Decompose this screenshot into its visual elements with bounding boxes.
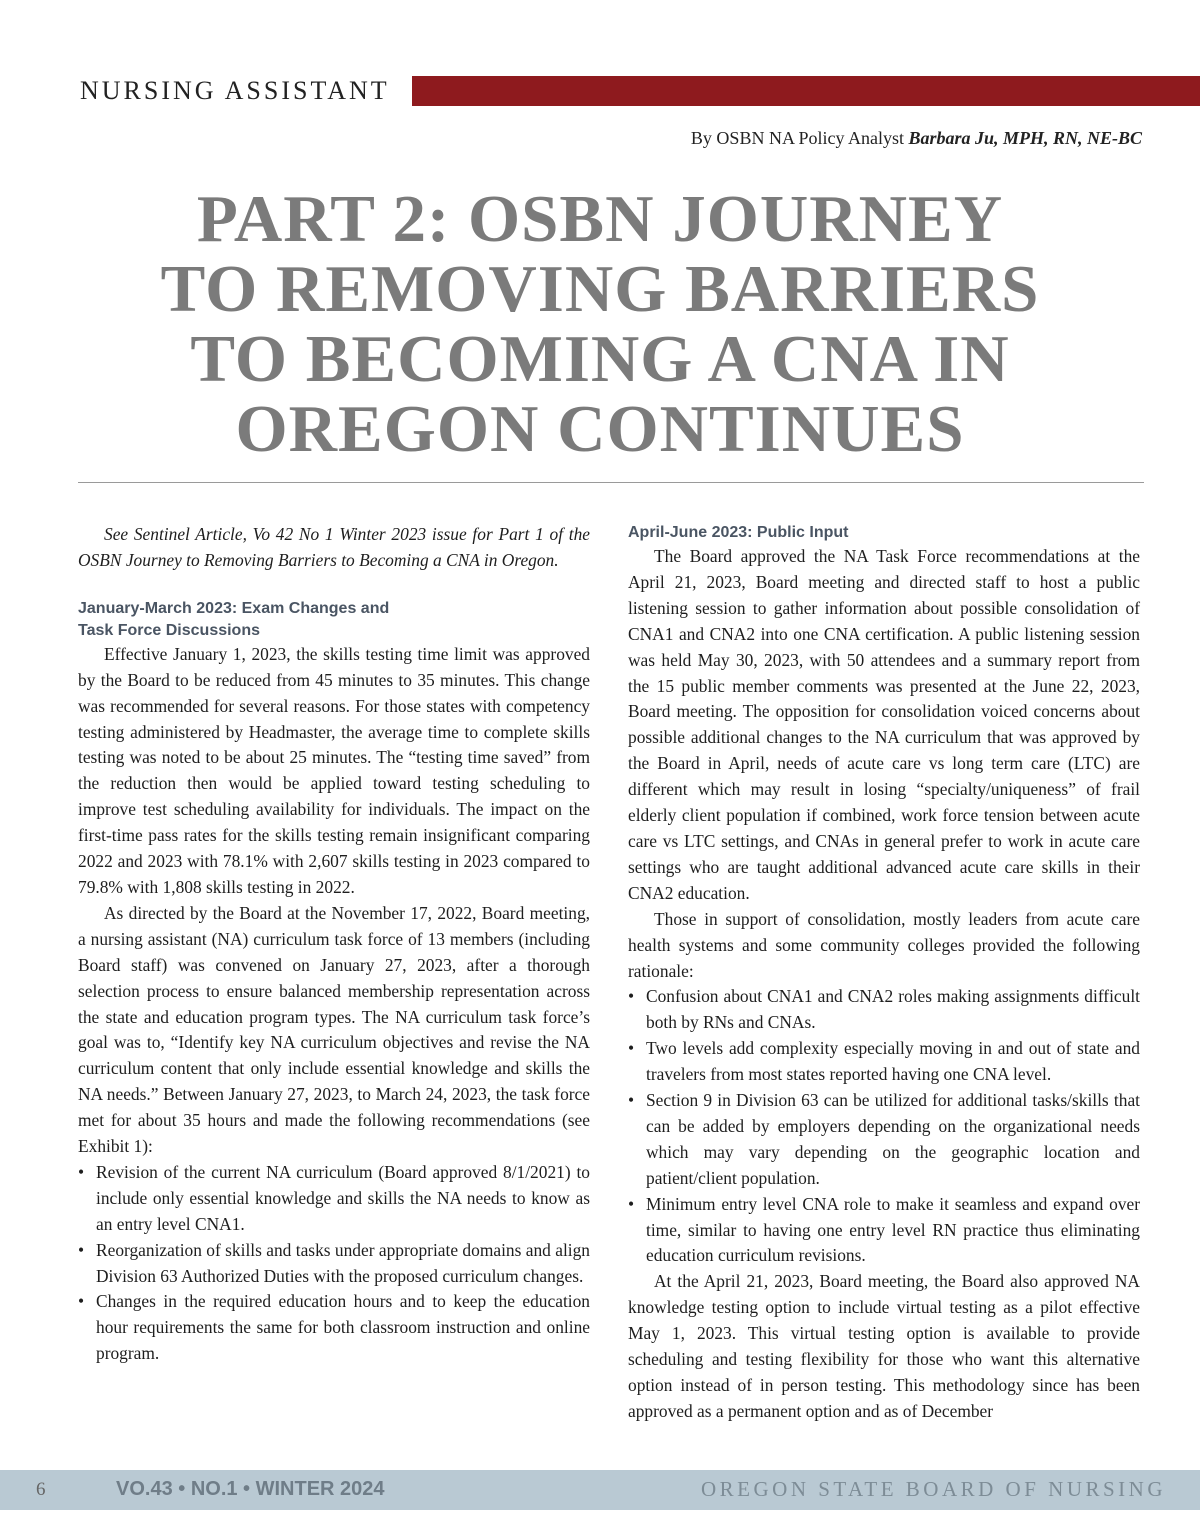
- paragraph: The Board approved the NA Task Force recommendations at the April 21, 2023, Board meeting and directed staff to host a public listening session to gather information about possible consolidation of CNA1 and CNA2 into one CNA certification. A public listening session was held May 30, 2023, with 50 attendees and a summary report from the 15 public member comments was presented at the June 22, 2023, Board meeting. The opposition for consolidation voiced concerns about possible additional changes to the NA curriculum that was approved by the Board in April, needs of acute care vs long term care (LTC) are different which may result in losing “specialty/uniqueness” of frail elderly client population if combined, work force tension between acute care vs LTC settings, and CNAs in general prefer to work in acute care settings who are taught additional advanced acute care skills in their CNA2 education.: [628, 546, 1140, 903]
- section-heading-jan-mar: [78, 598, 590, 642]
- organization-name: OREGON STATE BOARD OF NURSING: [700, 1477, 1166, 1501]
- title-divider: [78, 482, 1144, 483]
- intro-note: See Sentinel Article, Vo 42 No 1 Winter 2023 issue for Part 1 of the OSBN Journey to Removing Barriers to Becoming a CNA in Oregon.: [78, 524, 590, 570]
- title-line: PART 2: OSBN JOURNEY: [196, 182, 1004, 256]
- paragraph: At the April 21, 2023, Board meeting, the Board also approved NA knowledge testing option to include virtual testing as a pilot effective May 1, 2023. This virtual testing option is available to provide scheduling and testing flexibility for those who want this alternative option instead of in person testing. This methodology since has been approved as a permanent option and as of December: [628, 1271, 1140, 1421]
- section-heading-line: Task Force Discussions: [78, 621, 260, 639]
- byline-prefix: By OSBN NA Policy Analyst: [690, 128, 904, 148]
- section-heading-line: January-March 2023: Exam Changes and: [78, 599, 390, 617]
- paragraph: Effective January 1, 2023, the skills testing time limit was approved by the Board to be reduced from 45 minutes to 35 minutes. This change was recommended for several reasons. For those states with competency testing administered by Headmaster, the average time to complete skills testing was noted to be about 25 minutes. The “testing time saved” from the reduction then would be applied toward testing scheduling to improve test scheduling availability for individuals. The impact on the first-time pass rates for the skills testing remain insignificant comparing 2022 and 2023 with 78.1% with 2,607 skills testing in 2023 compared to 79.8% with 1,808 skills testing in 2022.: [78, 643, 590, 897]
- section-accent-bar: [412, 76, 1200, 106]
- article-title: [60, 184, 1140, 464]
- left-column: [78, 522, 590, 1367]
- list-item: • Minimum entry level CNA role to make it seamless and expand over time, similar to having one entry level RN practice thus eliminating education curriculum revisions.: [628, 1192, 1140, 1270]
- byline-author: Barbara Ju, MPH, RN, NE-BC: [908, 128, 1142, 148]
- section-heading-apr-jun: April-June 2023: Public Input: [628, 524, 849, 541]
- title-line: TO REMOVING BARRIERS: [160, 252, 1040, 326]
- title-line: TO BECOMING A CNA IN: [190, 322, 1010, 396]
- title-line: OREGON CONTINUES: [235, 392, 965, 466]
- paragraph: Those in support of consolidation, mostly leaders from acute care health systems and some community colleges provided the following rationale:: [628, 908, 1140, 981]
- issue-label: VO.43 • NO.1 • WINTER 2024: [116, 1478, 385, 1500]
- section-label: NURSING ASSISTANT: [80, 76, 390, 105]
- list-item: • Section 9 in Division 63 can be utilized for additional tasks/skills that can be added by employers depending on the organizational needs which may vary depending on the geographic location and patient/client population.: [628, 1088, 1140, 1192]
- list-item: • Revision of the current NA curriculum (Board approved 8/1/2021) to include only essential knowledge and skills the NA needs to know as an entry level CNA1.: [78, 1160, 590, 1238]
- paragraph: As directed by the Board at the November 17, 2022, Board meeting, a nursing assistant (NA) curriculum task force of 13 members (including Board staff) was convened on January 27, 2023, after a thorough selection process to ensure balanced membership representation across the state and education program types. The NA curriculum task force’s goal was to, “Identify key NA curriculum objectives and revise the NA curriculum content that only include essential knowledge and skills the NA needs.” Between January 27, 2023, to March 24, 2023, the task force met for about 35 hours and made the following recommendations (see Exhibit 1):: [78, 902, 590, 1157]
- list-item: • Changes in the required education hours and to keep the education hour requirements the same for both classroom instruction and online program.: [78, 1289, 590, 1367]
- list-item: • Reorganization of skills and tasks under appropriate domains and align Division 63 Authorized Duties with the proposed curriculum changes.: [78, 1238, 590, 1290]
- list-item: • Two levels add complexity especially moving in and out of state and travelers from most states reported having one CNA level.: [628, 1036, 1140, 1088]
- list-item: • Confusion about CNA1 and CNA2 roles making assignments difficult both by RNs and CNAs.: [628, 984, 1140, 1036]
- rationale-list: [628, 984, 1140, 1269]
- right-column: [628, 522, 1140, 1425]
- page-number: 6: [36, 1479, 46, 1500]
- byline: [691, 128, 1142, 149]
- recommendations-list: [78, 1160, 590, 1367]
